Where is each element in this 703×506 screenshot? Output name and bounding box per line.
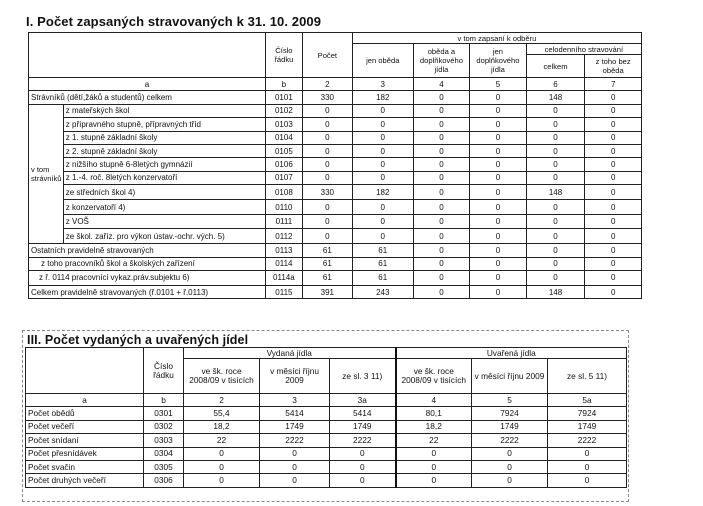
meals-row	[26, 474, 627, 487]
meals-letter-cell: 2	[184, 394, 260, 407]
meals-letter-cell: 3	[260, 394, 330, 407]
row-number: 0112	[265, 229, 302, 244]
letter-cell: 3	[352, 78, 413, 91]
value-cell: 61	[352, 244, 413, 257]
value-cell: 0	[413, 185, 470, 200]
value-cell: 0	[585, 285, 642, 298]
value-cell: 0	[585, 185, 642, 200]
value-cell: 0	[526, 144, 585, 157]
table-row	[29, 144, 642, 157]
value-cell: 0	[470, 200, 527, 215]
value-cell: 0	[352, 131, 413, 144]
table-row	[29, 185, 642, 200]
header-allday-no-lunch: z toho bez oběda	[585, 55, 642, 78]
row-label: ze středních škol 4)	[63, 185, 265, 200]
row-label: Ostatních pravidelně stravovaných	[29, 244, 266, 257]
header-only-lunch: jen oběda	[352, 44, 413, 78]
value-cell: 0	[352, 215, 413, 229]
meals-value-cell: 18,2	[184, 420, 260, 433]
row-label: z 1.-4. roč. 8letých konzervatoří	[63, 171, 265, 184]
meals-value-cell: 0	[260, 447, 330, 460]
meals-value-cell: 0	[260, 474, 330, 487]
value-cell: 182	[352, 91, 413, 104]
table-row	[29, 158, 642, 171]
meals-table	[25, 347, 627, 488]
header-count: Počet	[302, 33, 352, 78]
meals-value-cell: 0	[472, 447, 548, 460]
letter-cell: a	[29, 78, 266, 91]
meals-value-cell: 0	[396, 447, 472, 460]
header-lunch-extra: oběda a doplňkového jídla	[413, 44, 470, 78]
meals-header-issued: Vydaná jídla	[184, 348, 396, 359]
table-row	[29, 257, 642, 270]
value-cell: 0	[413, 200, 470, 215]
header-allday-total: celkem	[526, 55, 585, 78]
meals-value-cell: 55,4	[184, 407, 260, 420]
value-cell: 0	[413, 131, 470, 144]
value-cell: 330	[302, 91, 352, 104]
meals-header-from-col5: ze sl. 5 11)	[548, 359, 627, 394]
meals-header-month: v měsíci říjnu 2009	[260, 359, 330, 394]
value-cell: 0	[526, 244, 585, 257]
row-label: z konzervatoří 4)	[63, 200, 265, 215]
value-cell: 0	[352, 118, 413, 131]
meals-header-prev-year-cooked: ve šk. roce 2008/09 v tisících	[396, 359, 472, 394]
value-cell: 0	[526, 200, 585, 215]
meals-row	[26, 460, 627, 473]
meals-row-label: Počet snídaní	[26, 434, 144, 447]
value-cell: 0	[526, 131, 585, 144]
table-row	[29, 270, 642, 285]
value-cell: 0	[470, 91, 527, 104]
table-row	[29, 118, 642, 131]
meals-value-cell: 2222	[330, 434, 396, 447]
value-cell: 0	[302, 200, 352, 215]
value-cell: 148	[526, 91, 585, 104]
table-row	[29, 244, 642, 257]
meals-value-cell: 1749	[260, 420, 330, 433]
value-cell: 243	[352, 285, 413, 298]
v-tom-label: v tom strávníků	[29, 104, 64, 243]
value-cell: 391	[302, 285, 352, 298]
row-number: 0108	[265, 185, 302, 200]
meals-value-cell: 7924	[472, 407, 548, 420]
header-group: v tom zapsaní k odběru	[352, 33, 641, 44]
meals-value-cell: 0	[548, 447, 627, 460]
table-row	[29, 215, 642, 229]
meals-header-blank	[26, 348, 144, 394]
value-cell: 0	[470, 244, 527, 257]
header-allday: celodenního stravování	[526, 44, 641, 55]
meals-row-number: 0304	[144, 447, 184, 460]
value-cell: 0	[585, 118, 642, 131]
value-cell: 0	[470, 257, 527, 270]
value-cell: 0	[352, 104, 413, 117]
value-cell: 0	[470, 229, 527, 244]
meals-header-prev-year: ve šk. roce 2008/09 v tisících	[184, 359, 260, 394]
value-cell: 0	[526, 257, 585, 270]
value-cell: 0	[585, 215, 642, 229]
header-row-number: Číslo řádku	[265, 33, 302, 78]
value-cell: 0	[470, 118, 527, 131]
row-label: z nižšího stupně 6-8letých gymnázií	[63, 158, 265, 171]
letter-cell: 6	[526, 78, 585, 91]
meals-row	[26, 447, 627, 460]
meals-value-cell: 0	[396, 474, 472, 487]
section-meals	[22, 330, 629, 502]
table-row	[29, 285, 642, 298]
value-cell: 0	[470, 270, 527, 285]
value-cell: 0	[585, 270, 642, 285]
meals-value-cell: 2222	[548, 434, 627, 447]
value-cell: 0	[413, 171, 470, 184]
value-cell: 61	[352, 257, 413, 270]
value-cell: 0	[585, 257, 642, 270]
value-cell: 0	[526, 158, 585, 171]
value-cell: 61	[302, 270, 352, 285]
value-cell: 0	[585, 229, 642, 244]
meals-value-cell: 0	[548, 474, 627, 487]
value-cell: 0	[470, 144, 527, 157]
meals-letter-cell: 5a	[548, 394, 627, 407]
row-label: z ř. 0114 pracovníci vykaz.práv.subjektu 6)	[29, 270, 266, 285]
table-row	[29, 229, 642, 244]
value-cell: 182	[352, 185, 413, 200]
value-cell: 0	[413, 229, 470, 244]
value-cell: 0	[526, 171, 585, 184]
letters-row	[29, 78, 642, 91]
value-cell: 0	[352, 158, 413, 171]
meals-value-cell: 80,1	[396, 407, 472, 420]
meals-row-label: Počet večeří	[26, 420, 144, 433]
meals-value-cell: 1749	[548, 420, 627, 433]
row-label: Strávníků (dětí,žáků a studentů) celkem	[29, 91, 266, 104]
value-cell: 0	[470, 158, 527, 171]
meals-value-cell: 0	[184, 460, 260, 473]
letter-cell: 5	[470, 78, 527, 91]
meals-value-cell: 0	[472, 460, 548, 473]
meals-header-month-cooked: v měsíci říjnu 2009	[472, 359, 548, 394]
meals-letter-cell: 3a	[330, 394, 396, 407]
value-cell: 0	[352, 171, 413, 184]
meals-row	[26, 420, 627, 433]
meals-row	[26, 434, 627, 447]
value-cell: 0	[413, 158, 470, 171]
meals-value-cell: 0	[548, 460, 627, 473]
meals-value-cell: 0	[184, 447, 260, 460]
meals-value-cell: 1749	[330, 420, 396, 433]
value-cell: 0	[470, 285, 527, 298]
value-cell: 0	[302, 131, 352, 144]
meals-header-from-col3: ze sl. 3 11)	[330, 359, 396, 394]
meals-value-cell: 22	[184, 434, 260, 447]
value-cell: 0	[413, 144, 470, 157]
value-cell: 0	[302, 215, 352, 229]
value-cell: 61	[352, 270, 413, 285]
section-registered-diners	[28, 14, 648, 299]
row-number: 0105	[265, 144, 302, 157]
meals-value-cell: 2222	[260, 434, 330, 447]
meals-row-number: 0302	[144, 420, 184, 433]
registered-diners-table	[28, 32, 642, 299]
meals-value-cell: 0	[330, 447, 396, 460]
meals-value-cell: 0	[184, 474, 260, 487]
meals-letter-cell: b	[144, 394, 184, 407]
meals-value-cell: 0	[330, 460, 396, 473]
meals-value-cell: 5414	[260, 407, 330, 420]
meals-row-label: Počet přesnídávek	[26, 447, 144, 460]
meals-row-number: 0301	[144, 407, 184, 420]
meals-value-cell: 0	[260, 460, 330, 473]
value-cell: 0	[413, 244, 470, 257]
meals-header-cooked: Uvařená jídla	[396, 348, 627, 359]
value-cell: 148	[526, 285, 585, 298]
row-label: z toho pracovníků škol a školských zařízení	[29, 257, 266, 270]
meals-letter-cell: a	[26, 394, 144, 407]
row-number: 0110	[265, 200, 302, 215]
row-number: 0101	[265, 91, 302, 104]
meals-row-label: Počet druhých večeří	[26, 474, 144, 487]
value-cell: 0	[413, 270, 470, 285]
table-row	[29, 131, 642, 144]
meals-row-number: 0306	[144, 474, 184, 487]
value-cell: 0	[585, 104, 642, 117]
value-cell: 0	[302, 158, 352, 171]
value-cell: 0	[470, 131, 527, 144]
value-cell: 0	[470, 215, 527, 229]
row-label: z VOŠ	[63, 215, 265, 229]
value-cell: 0	[470, 185, 527, 200]
value-cell: 0	[526, 118, 585, 131]
value-cell: 0	[302, 229, 352, 244]
meals-value-cell: 1749	[472, 420, 548, 433]
value-cell: 0	[470, 171, 527, 184]
value-cell: 61	[302, 257, 352, 270]
value-cell: 0	[413, 257, 470, 270]
row-number: 0115	[265, 285, 302, 298]
value-cell: 0	[413, 91, 470, 104]
section2-title: III. Počet vydaných a uvařených jídel	[27, 333, 249, 347]
row-number: 0103	[265, 118, 302, 131]
row-number: 0113	[265, 244, 302, 257]
meals-letter-cell: 4	[396, 394, 472, 407]
table-row	[29, 91, 642, 104]
value-cell: 0	[302, 171, 352, 184]
row-number: 0107	[265, 171, 302, 184]
value-cell: 0	[352, 200, 413, 215]
row-number: 0114	[265, 257, 302, 270]
value-cell: 0	[585, 91, 642, 104]
value-cell: 0	[585, 144, 642, 157]
value-cell: 0	[585, 171, 642, 184]
value-cell: 0	[526, 215, 585, 229]
value-cell: 330	[302, 185, 352, 200]
meals-value-cell: 22	[396, 434, 472, 447]
row-label: Celkem pravidelně stravovaných (ř.0101 + ř.0113)	[29, 285, 266, 298]
table-row	[29, 104, 642, 117]
value-cell: 0	[302, 118, 352, 131]
meals-value-cell: 2222	[472, 434, 548, 447]
meals-row	[26, 407, 627, 420]
value-cell: 0	[585, 158, 642, 171]
value-cell: 0	[413, 285, 470, 298]
meals-value-cell: 0	[330, 474, 396, 487]
row-label: z 1. stupně základní školy	[63, 131, 265, 144]
meals-value-cell: 7924	[548, 407, 627, 420]
meals-value-cell: 5414	[330, 407, 396, 420]
section1-title: I. Počet zapsaných stravovaných k 31. 10. 2009	[26, 14, 322, 29]
row-number: 0114a	[265, 270, 302, 285]
row-label: ze škol. zaříz. pro výkon ústav.-ochr. vých. 5)	[63, 229, 265, 244]
meals-row-label: Počet svačin	[26, 460, 144, 473]
value-cell: 0	[352, 144, 413, 157]
value-cell: 61	[302, 244, 352, 257]
value-cell: 0	[526, 229, 585, 244]
row-number: 0106	[265, 158, 302, 171]
value-cell: 0	[302, 144, 352, 157]
value-cell: 0	[470, 104, 527, 117]
meals-letter-cell: 5	[472, 394, 548, 407]
row-number: 0102	[265, 104, 302, 117]
value-cell: 0	[585, 244, 642, 257]
value-cell: 0	[585, 200, 642, 215]
value-cell: 0	[526, 270, 585, 285]
value-cell: 0	[302, 104, 352, 117]
meals-row-number: 0305	[144, 460, 184, 473]
meals-row-number: 0303	[144, 434, 184, 447]
row-label: z přípravného stupně, přípravných tříd	[63, 118, 265, 131]
letter-cell: 2	[302, 78, 352, 91]
meals-row-label: Počet obědů	[26, 407, 144, 420]
meals-header-row-number: Číslo řádku	[144, 348, 184, 394]
header-only-extra: jen doplňkového jídla	[470, 44, 527, 78]
table-row	[29, 200, 642, 215]
row-number: 0111	[265, 215, 302, 229]
letter-cell: b	[265, 78, 302, 91]
meals-value-cell: 0	[396, 460, 472, 473]
value-cell: 0	[526, 104, 585, 117]
value-cell: 0	[413, 215, 470, 229]
value-cell: 148	[526, 185, 585, 200]
letter-cell: 7	[585, 78, 642, 91]
meals-value-cell: 0	[472, 474, 548, 487]
value-cell: 0	[585, 131, 642, 144]
value-cell: 0	[352, 229, 413, 244]
meals-letters-row	[26, 394, 627, 407]
table-row	[29, 171, 642, 184]
row-number: 0104	[265, 131, 302, 144]
row-label: z mateřských škol	[63, 104, 265, 117]
meals-value-cell: 18,2	[396, 420, 472, 433]
letter-cell: 4	[413, 78, 470, 91]
header-blank	[29, 33, 266, 78]
value-cell: 0	[413, 104, 470, 117]
value-cell: 0	[413, 118, 470, 131]
row-label: z 2. stupně základní školy	[63, 144, 265, 157]
